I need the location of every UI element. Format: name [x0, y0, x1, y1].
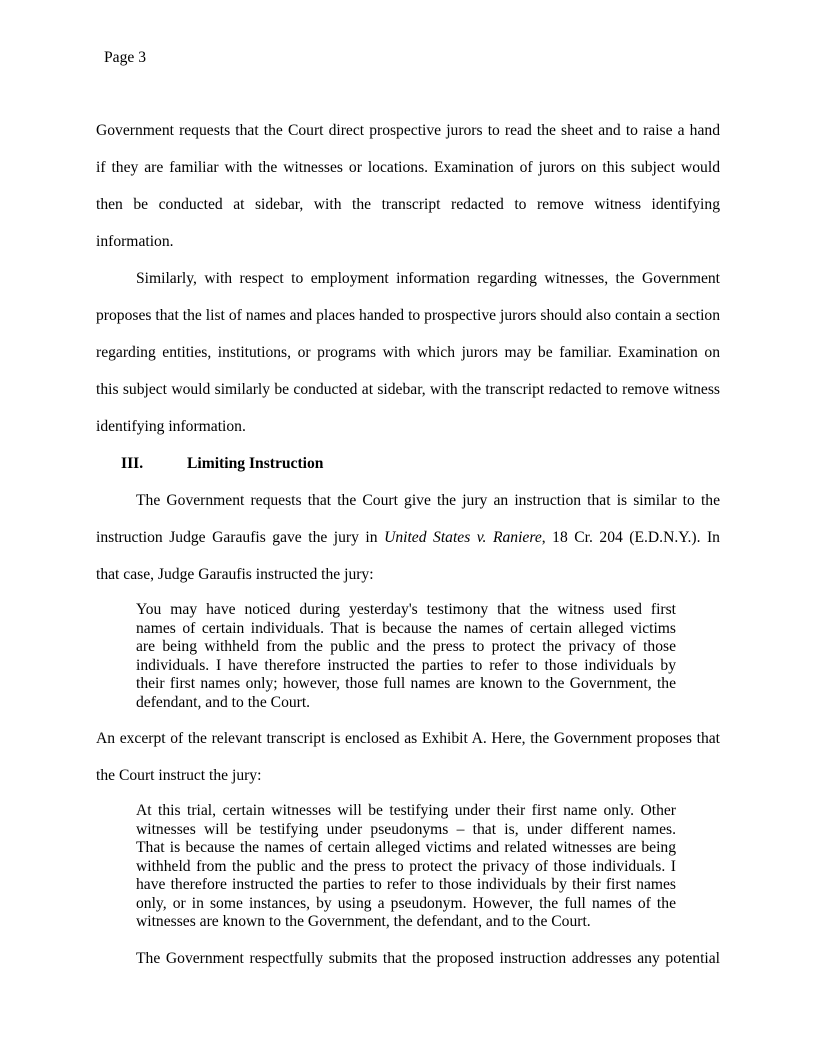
text-line: only, or in some instances, by using a pseudonym. However, the full names of the	[136, 894, 676, 912]
text-line: the Court instruct the jury:	[96, 767, 262, 784]
paragraph	[96, 112, 720, 260]
text-line: That is because the names of certain alleged victims and related witnesses are being	[136, 839, 676, 856]
text-line: have therefore instructed the parties to refer to those individuals by their first names	[136, 876, 676, 893]
paragraph	[96, 940, 720, 977]
text-line: The Government respectfully submits that the proposed instruction addresses any potential	[136, 949, 720, 967]
text-line: instruction Judge Garaufis gave the jury in United States v. Raniere, 18 Cr. 204 (E.D.N.Y.). In	[96, 529, 720, 546]
text-line: identifying information.	[96, 418, 246, 435]
text-line: defendant, and to the Court.	[136, 693, 311, 711]
text-line: this subject would similarly be conducted at sidebar, with the transcript redacted to remove witness	[96, 381, 720, 398]
paragraph	[96, 720, 720, 794]
text-line: Government requests that the Court direct prospective jurors to read the sheet and to raise a hand	[96, 122, 720, 139]
text-line: At this trial, certain witnesses will be testifying under their first name only. Other	[136, 802, 676, 819]
text-line: You may have noticed during yesterday's testimony that the witness used first	[136, 601, 676, 618]
text-line: The Government requests that the Court give the jury an instruction that is similar to the	[136, 492, 720, 509]
text-line: their first names only; however, those full names are known to the Government, the	[136, 675, 676, 692]
text-line: then be conducted at sidebar, with the transcript redacted to remove witness identifying	[96, 196, 720, 213]
page-number-header: Page 3	[104, 49, 147, 66]
heading-number: III.	[121, 455, 144, 472]
block-quote	[136, 601, 676, 712]
text-line: witnesses are known to the Government, the defendant, and to the Court.	[136, 913, 591, 930]
text-line: witnesses will be testifying under pseudonyms – that is, under different names.	[136, 820, 676, 838]
heading-title: Limiting Instruction	[187, 455, 324, 472]
text-line: if they are familiar with the witnesses or locations. Examination of jurors on this subject would	[96, 159, 720, 176]
section-heading	[96, 445, 720, 482]
text-line: proposes that the list of names and places handed to prospective jurors should also contain a section	[96, 307, 720, 324]
document-body	[96, 112, 720, 977]
text-line: that case, Judge Garaufis instructed the jury:	[96, 566, 374, 583]
text-line: information.	[96, 233, 174, 250]
text-line: withheld from the public and the press to protect the privacy of those individuals. I	[136, 857, 676, 875]
text-line: Similarly, with respect to employment information regarding witnesses, the Government	[136, 270, 720, 287]
text-line: are being withheld from the public and the press to protect the privacy of those	[136, 638, 676, 655]
text-line: individuals. I have therefore instructed the parties to refer to those individuals by	[136, 656, 676, 674]
paragraph	[96, 482, 720, 593]
text-line: names of certain individuals. That is because the names of certain alleged victims	[136, 619, 676, 637]
text-line: regarding entities, institutions, or programs with which jurors may be familiar. Examination on	[96, 344, 720, 361]
text-line: An excerpt of the relevant transcript is enclosed as Exhibit A. Here, the Government proposes that	[96, 730, 720, 747]
paragraph	[96, 260, 720, 445]
block-quote	[136, 802, 676, 932]
